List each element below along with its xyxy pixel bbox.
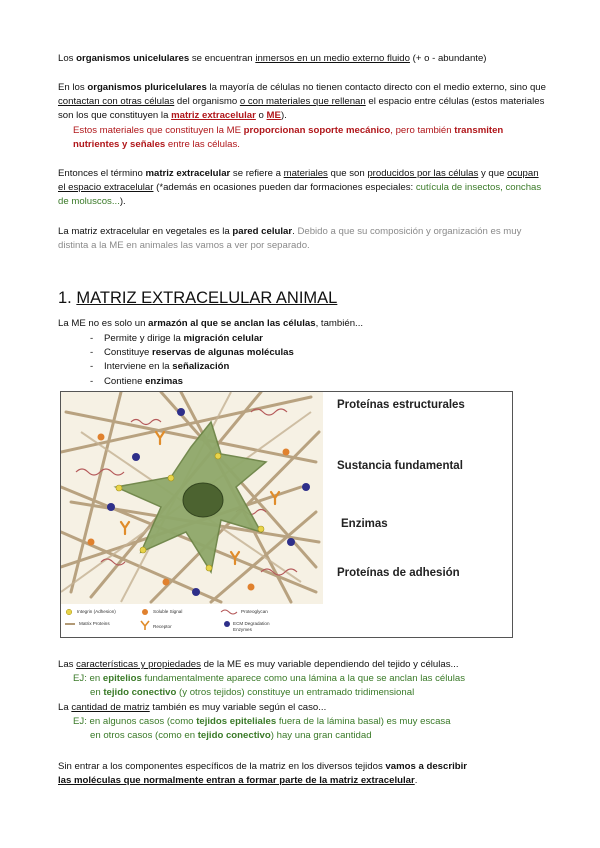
text: Estos materiales que constituyen la ME (73, 125, 244, 136)
heading-title: MATRIZ EXTRACELULAR ANIMAL (76, 289, 338, 307)
text-line (58, 658, 548, 672)
text: fuera de la lámina basal) es muy escasa (276, 715, 451, 727)
heading-number: 1. (58, 289, 77, 307)
text: En los (58, 82, 88, 93)
text: Sin entrar a los componentes específicos de la matriz en los diversos tejidos (58, 761, 386, 772)
bold-term: epitelios (102, 673, 142, 685)
text: se encuentran (189, 53, 256, 64)
bold-term: armazón al que se anclan las células (148, 318, 316, 329)
paragraph-characteristics (58, 658, 548, 743)
text: ) hay una gran cantidad (270, 730, 372, 742)
bold-underlined-term: las moléculas que normalmente entran a formar parte de la matriz extracelular (58, 775, 415, 787)
paragraph-plant-matrix (58, 225, 548, 253)
bold-term: tejido conectivo (197, 730, 271, 742)
text: Entonces el término (58, 168, 146, 179)
text: La ME no es solo un (58, 318, 149, 329)
text: (+ o - abundante) (409, 53, 487, 64)
example-line (58, 715, 548, 729)
underlined-text: ocupan el espacio extracelular (58, 168, 539, 194)
ecm-diagram (60, 391, 513, 638)
list-item (58, 346, 548, 360)
text: en (90, 687, 104, 699)
bold-term-red: matriz extracelular (171, 110, 256, 122)
example-line (58, 672, 548, 686)
paragraph-term-definition (58, 167, 548, 210)
bold-term: organismos pluricelulares (87, 82, 207, 93)
underlined-text: cantidad de matriz (71, 701, 150, 713)
bold-term: tejido conectivo (103, 687, 177, 699)
text: y que (478, 168, 508, 179)
bold-term: vamos a describir (385, 761, 468, 772)
legend-integrin: Integrin (Adhesion) (77, 609, 116, 614)
example-line (58, 686, 548, 700)
label-enzymes: Enzimas (341, 518, 388, 530)
bold-term-red: ME (266, 110, 281, 122)
text: se refiere a (230, 168, 284, 179)
text: . (292, 226, 298, 237)
text: la mayoría de células no tienen contacto directo con el medio externo, sino que (206, 82, 546, 93)
text: también es muy variable según el caso... (149, 701, 327, 713)
list-item (58, 360, 548, 374)
text: que son (327, 168, 368, 179)
paragraph-me-function-note (58, 124, 548, 152)
text: Interviene en la (104, 361, 173, 373)
label-adhesion-proteins: Proteínas de adhesión (337, 567, 460, 579)
text: Contiene (104, 375, 146, 387)
example-text: cutícula de insectos, conchas de moluscos... (58, 182, 542, 208)
text: (y otros tejidos) constituye un entramado tridimensional (176, 687, 415, 699)
text: La matriz extracelular en vegetales es la (58, 226, 233, 237)
text: el espacio entre células (estos materiales son los que constituyen la (58, 96, 545, 122)
label-ground-substance: Sustancia fundamental (337, 460, 463, 472)
text: de la ME es muy variable dependiendo del tejido y células... (200, 659, 459, 670)
list-item (58, 375, 548, 389)
list-item (58, 332, 548, 346)
bold-term: migración celular (183, 333, 263, 344)
paragraph-multicellular (58, 81, 548, 124)
example-line (58, 729, 548, 743)
text: Permite y dirige la (104, 333, 184, 344)
underlined-text: contactan con otras células (58, 96, 175, 108)
legend-ecm-degradation: ECM Degradation (233, 621, 270, 626)
text: fundamentalmente aparece como una lámina a la que se anclan las células (141, 673, 465, 685)
underlined-text: o con materiales que rellenan (239, 96, 366, 108)
grey-note: Debido a que su composición y organización es muy distinta a la ME en animales las vamos a ver por separado. (58, 226, 522, 252)
text: en otros casos (como en (90, 730, 198, 742)
text: , también... (315, 318, 364, 329)
legend-enzymes: Enzymes (233, 627, 252, 632)
text: (*además en ocasiones pueden dar formaciones especiales: (153, 182, 416, 194)
bold-term: transmiten nutrientes y señales (73, 125, 504, 151)
text: La (58, 701, 72, 713)
legend-matrix-protein: Matrix Proteins (79, 621, 110, 626)
text: , pero también (390, 125, 455, 136)
bold-term: matriz extracelular (145, 168, 231, 179)
bold-term: proporcionan soporte mecánico (243, 125, 391, 136)
text: ). (280, 110, 287, 122)
legend-receptor: Receptor (153, 624, 172, 629)
bold-term: reservas de algunas moléculas (152, 347, 294, 359)
underlined-text: características y propiedades (76, 659, 201, 670)
legend-proteoglycan: Proteoglycan (241, 609, 268, 614)
function-list (58, 332, 548, 389)
bold-term: tejidos epiteliales (196, 715, 277, 727)
underlined-text: producidos por las células (367, 168, 479, 179)
paragraph-closing (58, 760, 548, 788)
text: EJ: en algunos casos (como (73, 715, 197, 727)
text: o (255, 110, 267, 122)
paragraph-intro (58, 317, 548, 331)
text: ). (119, 196, 126, 208)
text: . (414, 775, 418, 787)
underlined-text: inmersos en un medio externo fluido (255, 53, 410, 64)
text: del organismo (174, 96, 240, 108)
label-structural-proteins: Proteínas estructurales (337, 399, 465, 411)
underlined-text: materiales (283, 168, 328, 179)
ecm-illustration (61, 392, 513, 638)
text: Los (58, 53, 77, 64)
text: Constituye (104, 347, 152, 359)
bold-term: enzimas (145, 375, 183, 387)
bold-term: señalización (172, 361, 230, 373)
legend-soluble-signal: Soluble Signal (153, 609, 183, 614)
section-heading (58, 288, 548, 308)
text: Las (58, 659, 77, 670)
paragraph-unicellular (58, 52, 548, 66)
bold-term: organismos unicelulares (76, 53, 190, 64)
bold-term: pared celular (232, 226, 293, 237)
text: EJ: en (73, 673, 103, 685)
text: entre las células. (165, 139, 240, 151)
text-line (58, 701, 548, 715)
